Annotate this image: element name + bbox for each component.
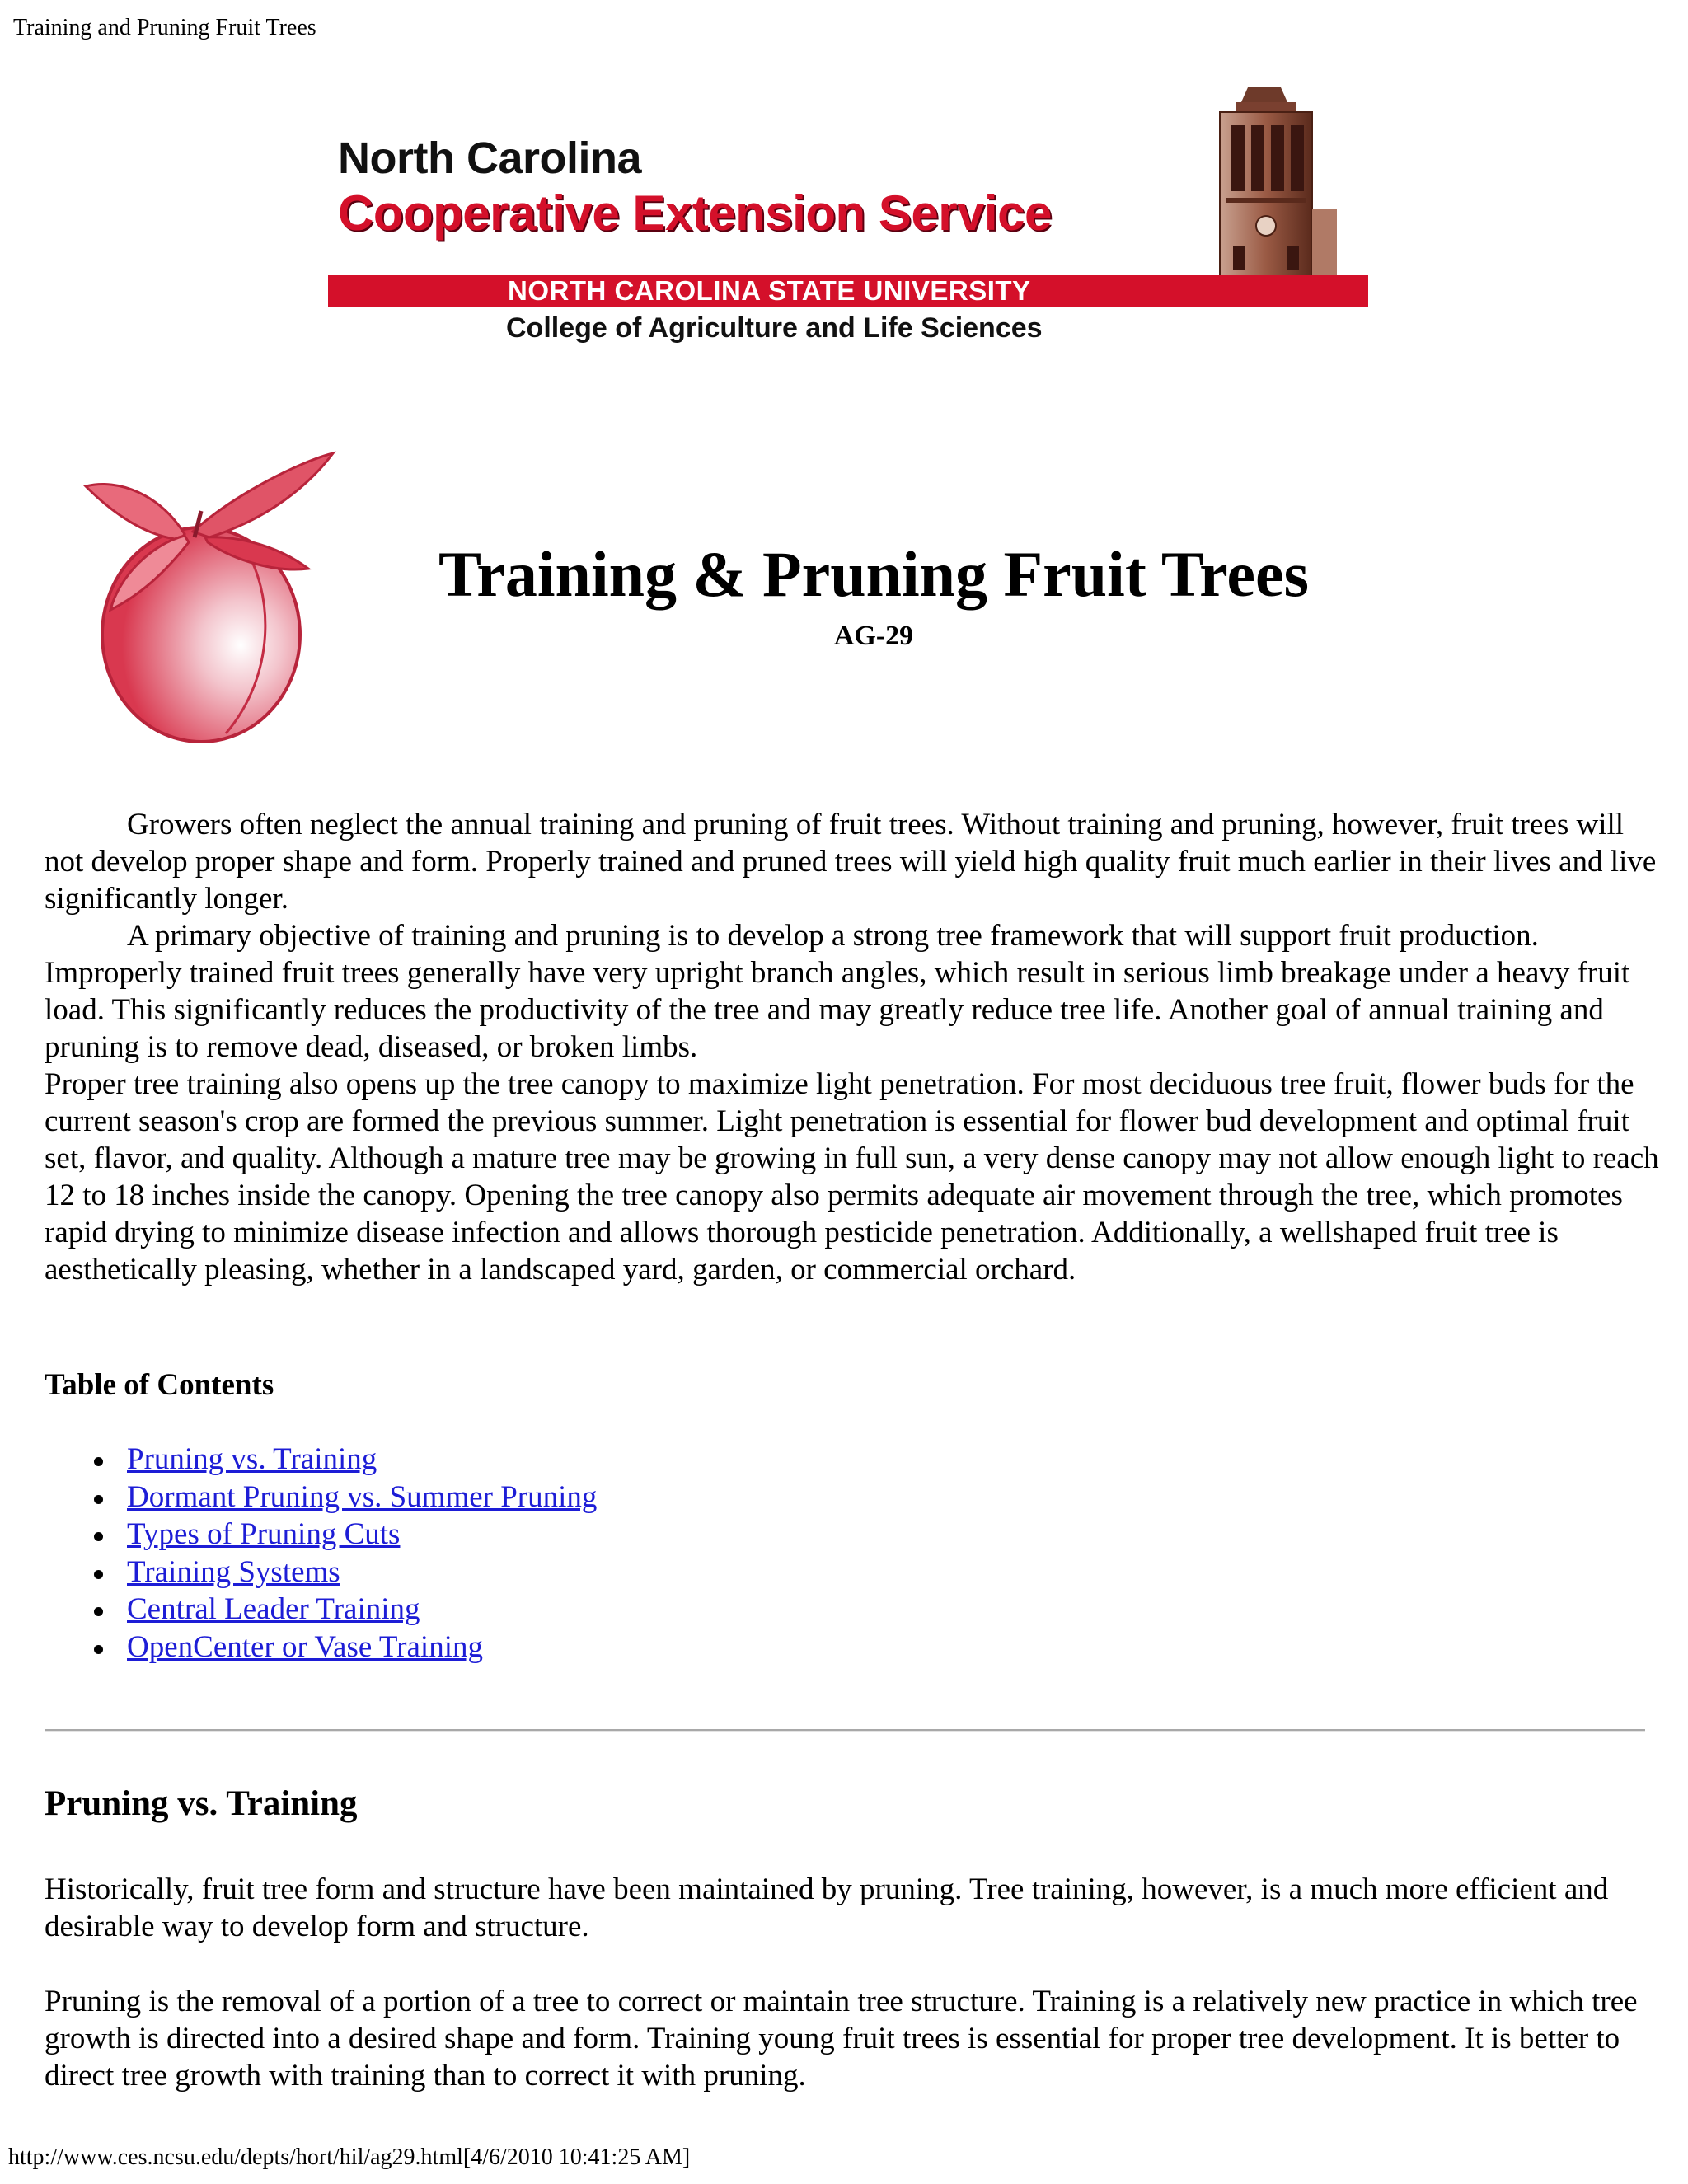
toc-item: [127, 1516, 597, 1554]
banner-red-bar: [328, 275, 1368, 307]
banner-college-name: College of Agriculture and Life Sciences: [506, 312, 1043, 344]
toc-link-pruning-vs-training[interactable]: Pruning vs. Training: [127, 1442, 377, 1476]
toc-item: [127, 1591, 597, 1629]
toc-item: [127, 1479, 597, 1516]
print-footer-url: http://www.ces.ncsu.edu/depts/hort/hil/ag29.html[4/6/2010 10:41:25 AM]: [8, 2144, 691, 2170]
extension-banner[interactable]: [326, 86, 1375, 358]
toc-title: Table of Contents: [45, 1368, 274, 1402]
publication-code: AG-29: [833, 621, 914, 651]
intro-paragraph: Proper tree training also opens up the tree canopy to maximize light penetration. For most deciduous tree fruit, flower buds for the current season's crop are formed the previous summer. Light penetration is essential for flower bud development and optimal fruit set, flavor, and quality. Although a mature tree may be growing in full sun, a very dense canopy may not allow enough light to reach 12 to 18 inches inside the canopy. Opening the tree canopy also permits adequate air movement through the tree, which promotes rapid drying to minimize disease infection and allows thorough pesticide penetration. Additionally, a wellshaped fruit tree is aesthetically pleasing, whether in a landscaped yard, garden, or commercial orchard.: [45, 1067, 1659, 1286]
banner-state-name: North Carolina: [338, 134, 642, 183]
toc-item: [127, 1554, 597, 1591]
table-of-contents: [45, 1441, 597, 1666]
banner-university-name: NORTH CAROLINA STATE UNIVERSITY: [508, 275, 1031, 306]
section-paragraph: Pruning is the removal of a portion of a tree to correct or maintain tree structure. Training is a relatively new practice in which tree growth is directed into a desired shape and form. Training young fruit trees is essential for proper tree development. It is better to direct tree growth with training than to correct it with pruning.: [45, 1985, 1638, 2093]
toc-item: [127, 1629, 597, 1666]
intro-text: [45, 806, 1660, 1288]
banner-service-name: Cooperative Extension Service: [338, 185, 1052, 241]
toc-item: [127, 1441, 597, 1479]
toc-link-dormant-vs-summer[interactable]: Dormant Pruning vs. Summer Pruning: [127, 1479, 598, 1514]
section-paragraph: Historically, fruit tree form and structure have been maintained by pruning. Tree training, however, is a much more efficient and desirable way to develop form and structure.: [45, 1872, 1609, 1943]
toc-link-pruning-cuts[interactable]: Types of Pruning Cuts: [127, 1517, 401, 1551]
bell-tower-icon: [1190, 86, 1347, 277]
horizontal-divider: [45, 1729, 1645, 1732]
toc-link-training-systems[interactable]: Training Systems: [127, 1554, 340, 1589]
toc-link-central-leader[interactable]: Central Leader Training: [127, 1592, 420, 1626]
intro-paragraph: Growers often neglect the annual training and pruning of fruit trees. Without training and pruning, however, fruit trees will not develop proper shape and form. Properly trained and pruned trees will yield high quality fruit much earlier in their lives and live significantly longer.: [45, 808, 1657, 916]
page-title: Training & Pruning Fruit Trees: [438, 538, 1309, 610]
section-title: Pruning vs. Training: [45, 1784, 358, 1823]
peach-icon: [69, 445, 366, 750]
intro-paragraph: A primary objective of training and pruning is to develop a strong tree framework that will support fruit production. Improperly trained fruit trees generally have very upright branch angles, which result in serious limb breakage under a heavy fruit load. This significantly reduces the productivity of the tree and may greatly reduce tree life. Another goal of annual training and pruning is to remove dead, diseased, or broken limbs.: [45, 919, 1630, 1064]
print-header: Training and Pruning Fruit Trees: [13, 15, 316, 40]
toc-link-open-center[interactable]: OpenCenter or Vase Training: [127, 1629, 483, 1664]
